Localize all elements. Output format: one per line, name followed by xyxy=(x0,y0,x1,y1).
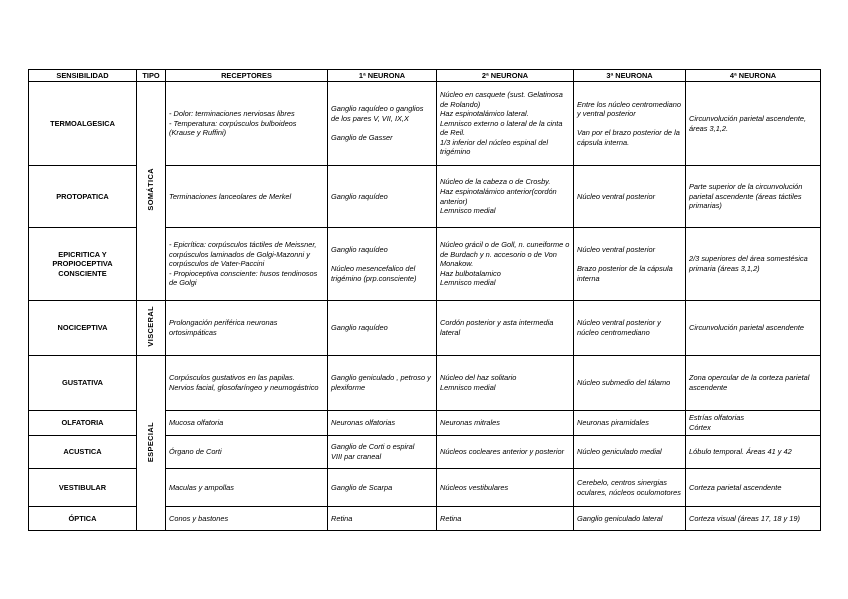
sensibilidad-cell: TERMOALGESICA xyxy=(29,82,137,166)
neurona-4-cell xyxy=(686,436,821,469)
neurona-3-cell xyxy=(574,228,686,301)
cell-line: Estrías olfatorias xyxy=(689,413,745,423)
header-tipo: TIPO xyxy=(137,70,166,82)
cell-line: Núcleo ventral posterior y núcleo centromediano xyxy=(577,318,661,337)
cell-line xyxy=(331,254,433,264)
tipo-visceral xyxy=(137,301,166,356)
cell-line: Nervios facial, glosofaríngeo y neumogástrico xyxy=(169,383,319,392)
cell-line: Neuronas piramidales xyxy=(577,418,649,428)
neurona-1-cell xyxy=(328,166,437,228)
cell-line: Corteza visual (áreas 17, 18 y 19) xyxy=(689,513,800,523)
cell-line: Conos y bastones xyxy=(169,513,229,523)
receptores-cell xyxy=(166,301,328,356)
neurona-4-cell xyxy=(686,356,821,411)
cell-line: - Epicrítica: corpúsculos táctiles de Meissner, corpúsculos laminados de Golgi-Mazonni y corpúsculos de Vater-Paccini xyxy=(169,240,317,269)
cell-line: Ganglio raquídeo xyxy=(331,244,388,254)
cell-line: Entre los núcleo centromediano y ventral posterior xyxy=(577,99,681,119)
tipo-somatica xyxy=(137,82,166,301)
neurona-3-cell xyxy=(574,82,686,166)
header-neurona-3: 3ª NEURONA xyxy=(574,70,686,82)
neurona-4-cell xyxy=(686,82,821,166)
cell-line: Mucosa olfatoria xyxy=(169,418,224,428)
neurona-3-cell xyxy=(574,469,686,507)
neurona-1-cell xyxy=(328,507,437,531)
cell-line: Núcleo ventral posterior xyxy=(577,244,656,254)
cell-line: Núcleo submedio del tálamo xyxy=(577,378,671,388)
receptores-cell xyxy=(166,82,328,166)
neurona-2-cell xyxy=(437,356,574,411)
cell-line: Lóbulo temporal. Áreas 41 y 42 xyxy=(689,447,792,457)
table-row xyxy=(29,301,821,356)
receptores-cell xyxy=(166,507,328,531)
cell-line: Núcleos cocleares anterior y posterior xyxy=(440,447,565,457)
neurona-4-cell xyxy=(686,411,821,436)
neurona-2-cell xyxy=(437,301,574,356)
neurona-2-cell xyxy=(437,228,574,301)
cell-line: Cerebelo, centros sinergias oculares, núcleos oculomotores xyxy=(577,477,681,497)
sensibilidad-cell: OLFATORIA xyxy=(29,411,137,436)
neurona-3-cell xyxy=(574,301,686,356)
header-receptores: RECEPTORES xyxy=(166,70,328,82)
cell-line: Ganglio de Scarpa xyxy=(331,482,393,492)
cell-line: Lemnisco medial xyxy=(440,278,496,288)
receptores-cell xyxy=(166,356,328,411)
sensibilidad-cell: EPICRITICA Y PROPIOCEPTIVA CONSCIENTE xyxy=(29,228,137,301)
cell-line: Maculas y ampollas xyxy=(169,482,234,492)
receptores-cell xyxy=(166,228,328,301)
cell-line xyxy=(577,254,682,264)
neurona-1-cell xyxy=(328,469,437,507)
sensibilidad-cell: NOCICEPTIVA xyxy=(29,301,137,356)
table-row xyxy=(29,82,821,166)
neurona-2-cell xyxy=(437,507,574,531)
neurona-1-cell xyxy=(328,301,437,356)
cell-line: Van por el brazo posterior de la cápsula interna. xyxy=(577,128,680,147)
neurona-2-cell xyxy=(437,166,574,228)
cell-line: Núcleo mesencefalico del trigémino (prp.consciente) xyxy=(331,264,417,283)
neurona-3-cell xyxy=(574,411,686,436)
cell-line: Terminaciones lanceolares de Merkel xyxy=(169,191,292,201)
cell-line: - Dolor: terminaciones nerviosas libres xyxy=(169,109,295,119)
cell-line: Neuronas mitrales xyxy=(440,418,500,428)
neurona-3-cell xyxy=(574,166,686,228)
header-row xyxy=(29,70,821,82)
cell-line: Parte superior de la circunvolución parietal ascendente (áreas táctiles primarias) xyxy=(689,182,803,211)
cell-line: Cordón posterior y asta intermedia lateral xyxy=(440,318,554,337)
neurona-1-cell xyxy=(328,82,437,166)
cell-line: Zona opercular de la corteza parietal ascendente xyxy=(689,373,810,392)
neurona-2-cell xyxy=(437,82,574,166)
cell-line: Núcleo geniculado medial xyxy=(577,447,662,457)
cell-line: Haz bulbotalamico xyxy=(440,268,501,278)
sensibilidad-cell: ACUSTICA xyxy=(29,436,137,469)
cell-line: Ganglio raquídeo xyxy=(331,191,388,201)
sensibilidad-cell: VESTIBULAR xyxy=(29,469,137,507)
neurona-1-cell xyxy=(328,436,437,469)
cell-line: - Temperatura: corpúsculos bulboideos (Krause y Ruffini) xyxy=(169,118,297,138)
cell-line: Núcleo del haz solitario xyxy=(440,373,517,383)
cell-line: 2/3 superiores del área somestésica primaria (áreas 3,1,2) xyxy=(689,254,808,273)
neurona-2-cell xyxy=(437,436,574,469)
cell-line: 1/3 inferior del núcleo espinal del trigémino xyxy=(440,137,549,157)
table-row xyxy=(29,356,821,411)
neurona-3-cell xyxy=(574,356,686,411)
cell-line: Prolongación periférica neuronas ortosimpáticas xyxy=(169,318,278,337)
cell-line: Lemnisco medial xyxy=(440,383,496,392)
cell-line: Retina xyxy=(331,513,353,523)
neurona-4-cell xyxy=(686,301,821,356)
header-neurona-4: 4ª NEURONA xyxy=(686,70,821,82)
cell-line: Neuronas olfatorias xyxy=(331,418,396,428)
sensibilidad-cell: PROTOPATICA xyxy=(29,166,137,228)
cell-line: Retina xyxy=(440,513,462,523)
tipo-label: SOMÁTICA xyxy=(146,168,156,212)
sensibility-table xyxy=(28,69,821,531)
cell-line: Núcleos vestibulares xyxy=(440,482,509,492)
receptores-cell xyxy=(166,411,328,436)
cell-line: Lemnisco externo o lateral de la cinta de Reil. xyxy=(440,118,563,138)
cell-line: Circunvolución parietal ascendente, áreas 3,1,2. xyxy=(689,113,807,133)
table-body xyxy=(29,82,821,531)
cell-line: Órgano de Corti xyxy=(169,447,222,457)
tipo-label: ESPECIAL xyxy=(146,421,156,462)
neurona-3-cell xyxy=(574,436,686,469)
cell-line: Circunvolución parietal ascendente xyxy=(689,323,805,333)
receptores-cell xyxy=(166,166,328,228)
cell-line: Ganglio geniculado lateral xyxy=(577,513,663,523)
sensibilidad-cell: GUSTATIVA xyxy=(29,356,137,411)
header-neurona-2: 2ª NEURONA xyxy=(437,70,574,82)
neurona-4-cell xyxy=(686,469,821,507)
cell-line: Ganglio raquídeo o ganglios de los pares V, VII, IX,X xyxy=(331,104,424,123)
neurona-1-cell xyxy=(328,228,437,301)
cell-line: Núcleo grácil o de Goll, n. cuneiforme o de Burdach y n. accesorio o de Von Monakow. xyxy=(440,240,570,269)
cell-line: Ganglio de Gasser xyxy=(331,133,393,143)
sensibilidad-cell: ÓPTICA xyxy=(29,507,137,531)
cell-line: Córtex xyxy=(689,423,711,432)
receptores-cell xyxy=(166,469,328,507)
cell-line: Ganglio raquídeo xyxy=(331,323,388,333)
neurona-2-cell xyxy=(437,411,574,436)
neurona-2-cell xyxy=(437,469,574,507)
cell-line: Ganglio geniculado , petroso y plexiforme xyxy=(331,373,431,392)
header-neurona-1: 1ª NEURONA xyxy=(328,70,437,82)
neurona-1-cell xyxy=(328,411,437,436)
cell-line: Brazo posterior de la cápsula interna xyxy=(577,264,673,283)
cell-line: Corteza parietal ascendente xyxy=(689,482,782,492)
cell-line: Haz espinotalámico lateral. xyxy=(440,109,529,119)
neurona-1-cell xyxy=(328,356,437,411)
cell-line xyxy=(331,124,433,134)
tipo-label: VISCERAL xyxy=(146,306,156,347)
cell-line: Haz espinotalámico anterior(cordón anterior) xyxy=(440,186,557,206)
neurona-4-cell xyxy=(686,507,821,531)
cell-line: Núcleo ventral posterior xyxy=(577,191,656,201)
neurona-4-cell xyxy=(686,166,821,228)
cell-line: Corpúsculos gustativos en las papilas. xyxy=(169,373,295,383)
neurona-4-cell xyxy=(686,228,821,301)
receptores-cell xyxy=(166,436,328,469)
cell-line: - Propioceptiva consciente: husos tendinosos de Golgi xyxy=(169,268,318,288)
cell-line xyxy=(577,119,682,129)
cell-line: Núcleo de la cabeza o de Crosby. xyxy=(440,177,551,187)
tipo-especial xyxy=(137,356,166,531)
cell-line: VIII par craneal xyxy=(331,452,382,461)
cell-line: Ganglio de Corti o espiral xyxy=(331,442,415,452)
neurona-3-cell xyxy=(574,507,686,531)
cell-line: Núcleo en casquete (sust. Gelatinosa de Rolando) xyxy=(440,89,563,109)
header-sensibilidad: SENSIBILIDAD xyxy=(29,70,137,82)
cell-line: Lemnisco medial xyxy=(440,206,496,216)
